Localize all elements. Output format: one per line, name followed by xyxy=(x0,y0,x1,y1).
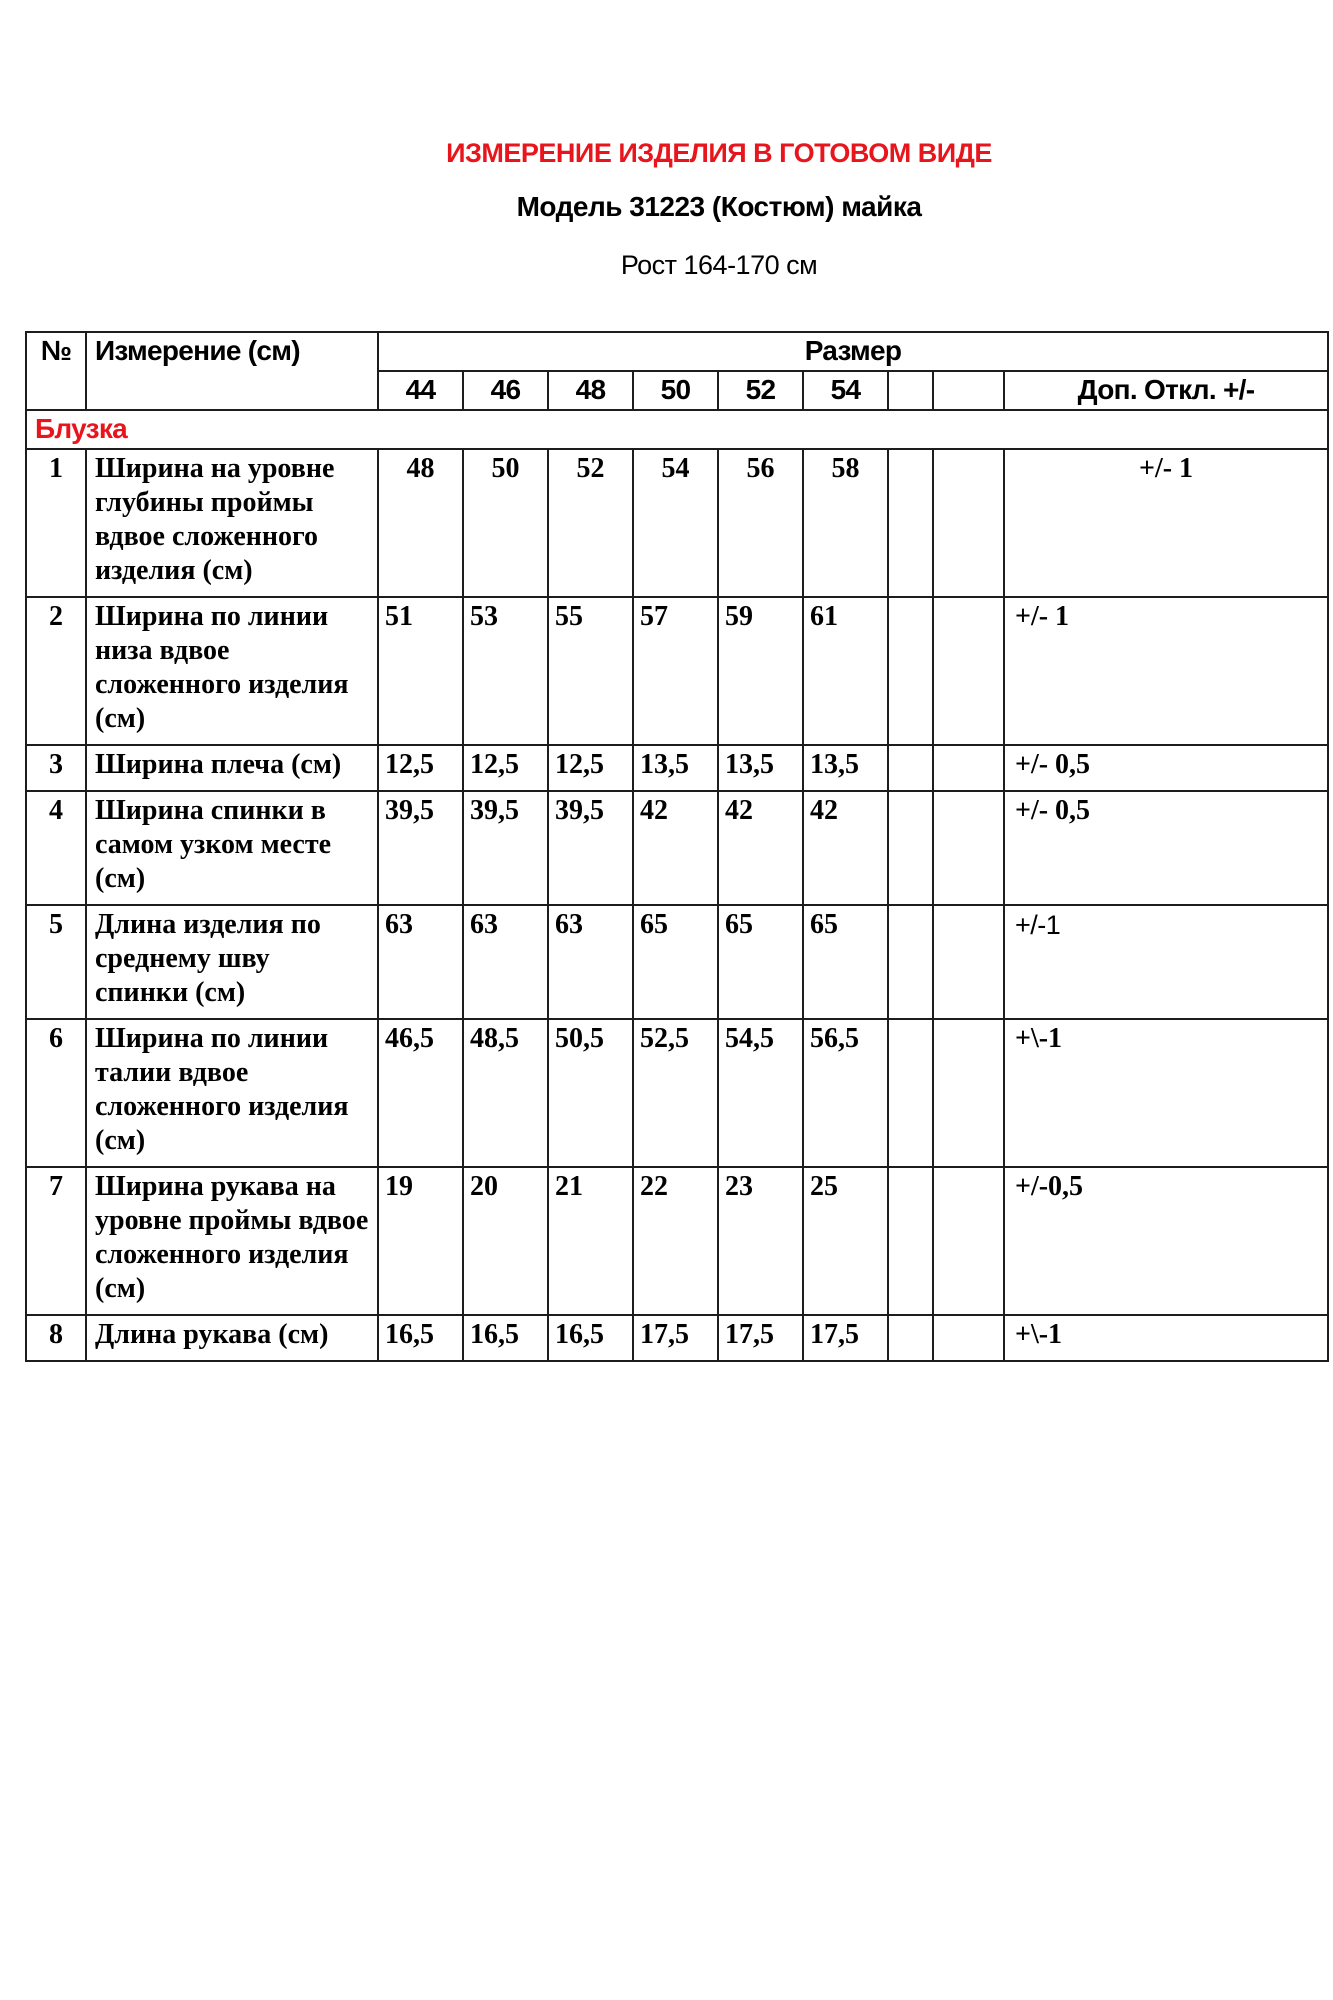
measurements-table xyxy=(25,331,1329,1362)
size-value: 16,5 xyxy=(378,1315,463,1361)
empty-cell xyxy=(933,1019,1004,1167)
tolerance-value: +\-1 xyxy=(1004,1019,1328,1167)
size-value: 17,5 xyxy=(633,1315,718,1361)
measure-label: Ширина спинки в самом узком месте (см) xyxy=(86,791,378,905)
table-row xyxy=(26,1019,1328,1167)
size-value: 25 xyxy=(803,1167,888,1315)
empty-cell xyxy=(888,1167,933,1315)
size-value: 58 xyxy=(803,449,888,597)
size-value: 42 xyxy=(803,791,888,905)
size-value: 17,5 xyxy=(803,1315,888,1361)
section-row-bluzka xyxy=(26,410,1328,449)
row-number: 5 xyxy=(26,905,86,1019)
size-value: 63 xyxy=(463,905,548,1019)
row-number: 6 xyxy=(26,1019,86,1167)
size-value: 17,5 xyxy=(718,1315,803,1361)
size-value: 13,5 xyxy=(633,745,718,791)
size-value: 55 xyxy=(548,597,633,745)
measure-label: Длина изделия по среднему шву спинки (см) xyxy=(86,905,378,1019)
size-value: 54 xyxy=(633,449,718,597)
empty-header-cell xyxy=(933,371,1004,410)
measure-label: Ширина плеча (см) xyxy=(86,745,378,791)
tolerance-value: +/- 1 xyxy=(1004,449,1328,597)
column-header-number: № xyxy=(26,332,86,410)
empty-cell xyxy=(933,449,1004,597)
empty-header-cell xyxy=(888,371,933,410)
table-row xyxy=(26,449,1328,597)
row-number: 3 xyxy=(26,745,86,791)
size-value: 16,5 xyxy=(548,1315,633,1361)
height-range-line: Рост 164-170 см xyxy=(620,250,818,280)
size-value: 59 xyxy=(718,597,803,745)
size-value: 61 xyxy=(803,597,888,745)
measure-label: Ширина рукава на уровне проймы вдвое сложенного изделия (см) xyxy=(86,1167,378,1315)
size-value: 12,5 xyxy=(548,745,633,791)
size-value: 56,5 xyxy=(803,1019,888,1167)
tolerance-value: +/- 1 xyxy=(1004,597,1328,745)
size-value: 19 xyxy=(378,1167,463,1315)
empty-cell xyxy=(888,791,933,905)
size-value: 65 xyxy=(633,905,718,1019)
tolerance-value: +\-1 xyxy=(1004,1315,1328,1361)
header-row-1 xyxy=(26,332,1328,371)
size-header-48: 48 xyxy=(548,371,633,410)
size-value: 13,5 xyxy=(718,745,803,791)
size-value: 50 xyxy=(463,449,548,597)
measure-label: Ширина по линии низа вдвое сложенного изделия (см) xyxy=(86,597,378,745)
size-value: 22 xyxy=(633,1167,718,1315)
empty-cell xyxy=(933,791,1004,905)
size-value: 12,5 xyxy=(463,745,548,791)
size-value: 23 xyxy=(718,1167,803,1315)
empty-cell xyxy=(888,1315,933,1361)
size-value: 42 xyxy=(633,791,718,905)
section-label: Блузка xyxy=(26,410,1328,449)
size-header-54: 54 xyxy=(803,371,888,410)
size-value: 63 xyxy=(378,905,463,1019)
size-value: 16,5 xyxy=(463,1315,548,1361)
measure-label: Ширина на уровне глубины проймы вдвое сложенного изделия (см) xyxy=(86,449,378,597)
empty-cell xyxy=(888,745,933,791)
size-header-44: 44 xyxy=(378,371,463,410)
table-row xyxy=(26,597,1328,745)
size-value: 54,5 xyxy=(718,1019,803,1167)
size-header-52: 52 xyxy=(718,371,803,410)
tolerance-value: +/-1 xyxy=(1004,905,1328,1019)
size-value: 48,5 xyxy=(463,1019,548,1167)
empty-cell xyxy=(933,905,1004,1019)
tolerance-value: +/- 0,5 xyxy=(1004,791,1328,905)
tolerance-value: +/- 0,5 xyxy=(1004,745,1328,791)
empty-cell xyxy=(888,905,933,1019)
document-headings xyxy=(0,0,1333,281)
size-value: 46,5 xyxy=(378,1019,463,1167)
column-header-measure: Измерение (см) xyxy=(86,332,378,410)
size-group-header: Размер xyxy=(378,332,1328,371)
table-row xyxy=(26,1315,1328,1361)
size-value: 13,5 xyxy=(803,745,888,791)
size-value: 65 xyxy=(803,905,888,1019)
empty-cell xyxy=(933,1315,1004,1361)
row-number: 4 xyxy=(26,791,86,905)
size-value: 21 xyxy=(548,1167,633,1315)
row-number: 8 xyxy=(26,1315,86,1361)
measure-label: Ширина по линии талии вдвое сложенного изделия (см) xyxy=(86,1019,378,1167)
size-value: 52 xyxy=(548,449,633,597)
empty-cell xyxy=(888,449,933,597)
size-value: 42 xyxy=(718,791,803,905)
size-value: 52,5 xyxy=(633,1019,718,1167)
row-number: 2 xyxy=(26,597,86,745)
size-value: 51 xyxy=(378,597,463,745)
size-value: 20 xyxy=(463,1167,548,1315)
table-row xyxy=(26,745,1328,791)
row-number: 7 xyxy=(26,1167,86,1315)
empty-cell xyxy=(933,1167,1004,1315)
model-subtitle: Модель 31223 (Костюм) майка xyxy=(516,191,922,222)
size-value: 39,5 xyxy=(378,791,463,905)
empty-cell xyxy=(933,597,1004,745)
empty-cell xyxy=(888,597,933,745)
size-value: 50,5 xyxy=(548,1019,633,1167)
table-row xyxy=(26,905,1328,1019)
empty-cell xyxy=(888,1019,933,1167)
size-value: 53 xyxy=(463,597,548,745)
size-value: 39,5 xyxy=(548,791,633,905)
size-value: 56 xyxy=(718,449,803,597)
tolerance-value: +/-0,5 xyxy=(1004,1167,1328,1315)
table-row xyxy=(26,791,1328,905)
size-value: 12,5 xyxy=(378,745,463,791)
row-number: 1 xyxy=(26,449,86,597)
size-value: 65 xyxy=(718,905,803,1019)
size-header-50: 50 xyxy=(633,371,718,410)
size-value: 48 xyxy=(378,449,463,597)
page-title: ИЗМЕРЕНИЕ ИЗДЕЛИЯ В ГОТОВОМ ВИДЕ xyxy=(446,138,992,168)
size-value: 57 xyxy=(633,597,718,745)
size-header-46: 46 xyxy=(463,371,548,410)
empty-cell xyxy=(933,745,1004,791)
tolerance-header: Доп. Откл. +/- xyxy=(1004,371,1328,410)
table-row xyxy=(26,1167,1328,1315)
size-value: 63 xyxy=(548,905,633,1019)
size-value: 39,5 xyxy=(463,791,548,905)
measure-label: Длина рукава (см) xyxy=(86,1315,378,1361)
